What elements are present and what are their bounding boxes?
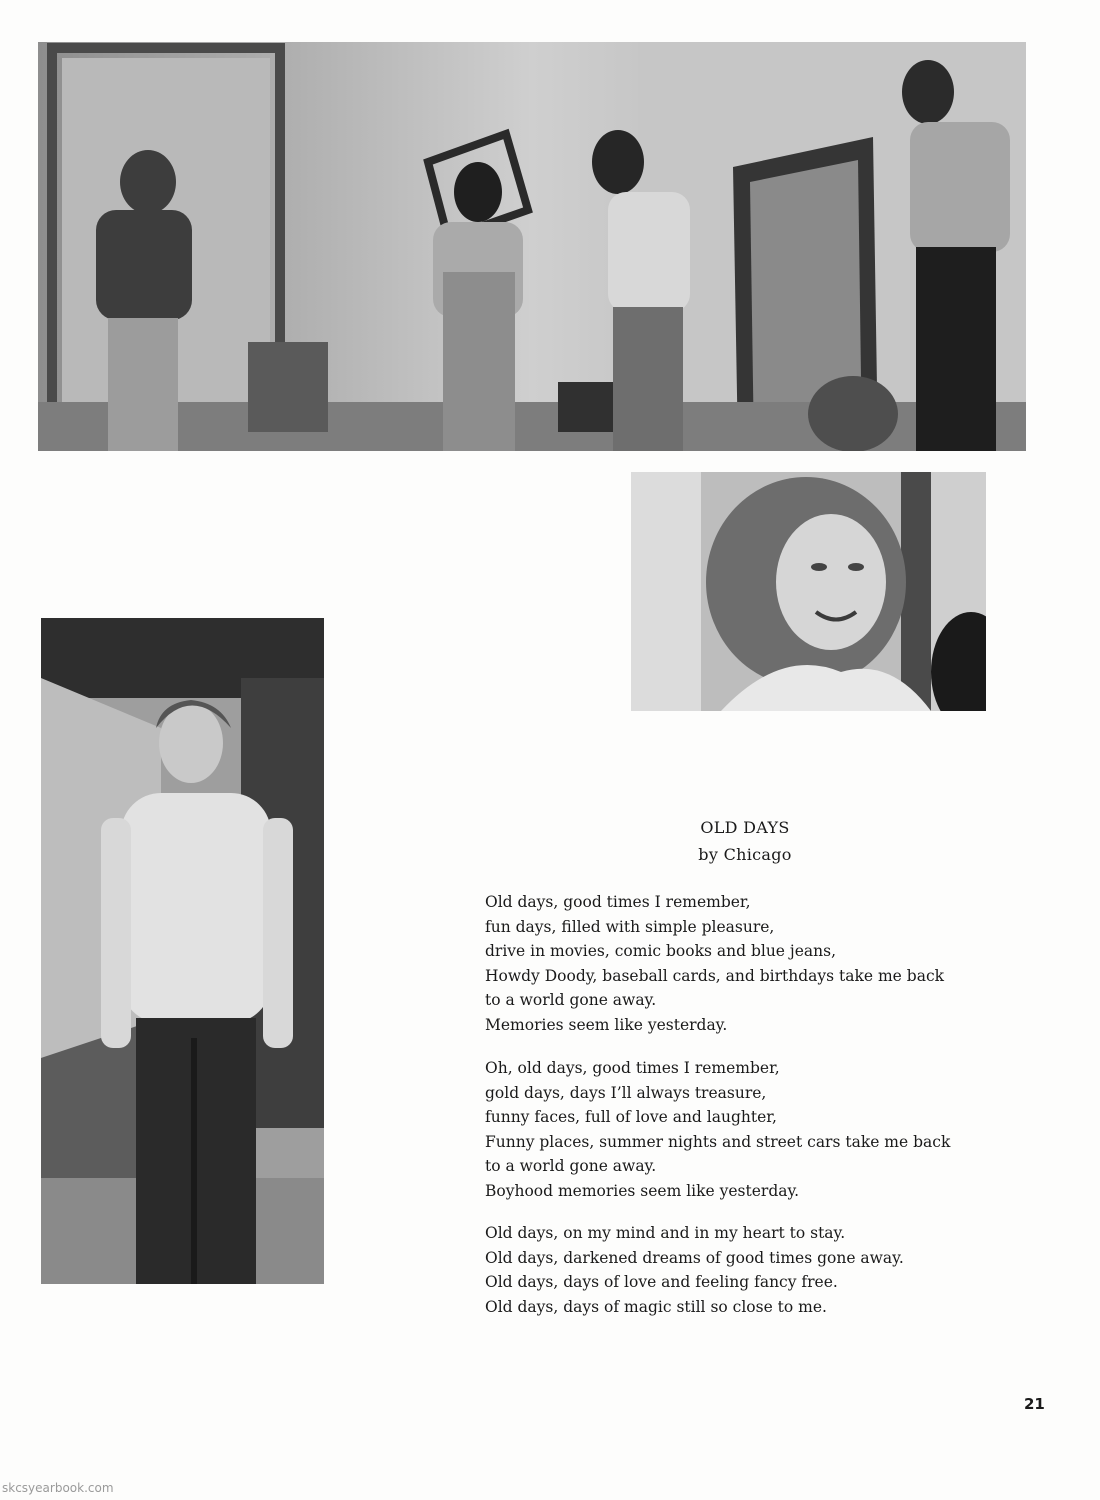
poem-line: Memories seem like yesterday. [485, 1015, 728, 1034]
poem-line: Old days, good times I remember, [485, 893, 751, 911]
poem-line: gold days, days I’ll always treasure, [485, 1083, 767, 1102]
poem-stanza-2 [485, 1056, 1005, 1204]
poem-line: Boyhood memories seem like yesterday. [485, 1181, 800, 1200]
poem-stanza-1 [485, 890, 1005, 1038]
poem-line: Oh, old days, good times I remember, [485, 1059, 780, 1077]
poem-line: Old days, days of love and feeling fancy free. [485, 1273, 838, 1292]
poem-stanza-3 [485, 1221, 1005, 1319]
poem-line: Old days, on my mind and in my heart to stay. [485, 1224, 846, 1242]
page-number: 21 [1024, 1395, 1045, 1413]
poem-title: OLD DAYS [700, 818, 790, 837]
hallway-photo [41, 618, 324, 1284]
poem-line: to a world gone away. [485, 1157, 657, 1176]
portrait-photo [631, 472, 986, 711]
poem-line: to a world gone away. [485, 991, 657, 1010]
poem-line: Old days, days of magic still so close to me. [485, 1297, 827, 1316]
poem-line: Old days, darkened dreams of good times gone away. [485, 1248, 904, 1267]
poem-line: Funny places, summer nights and street cars take me back [485, 1132, 951, 1151]
poem-line: Howdy Doody, baseball cards, and birthdays take me back [485, 966, 945, 985]
poem-line: funny faces, full of love and laughter, [485, 1108, 777, 1127]
poem-author: by Chicago [698, 845, 792, 864]
stage-photo [38, 42, 1026, 451]
poem-line: drive in movies, comic books and blue jeans, [485, 942, 836, 961]
stage-photo-drawing [38, 42, 1026, 451]
watermark: skcsyearbook.com [2, 1481, 114, 1495]
portrait-photo-drawing [631, 472, 986, 711]
poem-line: fun days, filled with simple pleasure, [485, 917, 775, 936]
hallway-photo-drawing [41, 618, 324, 1284]
